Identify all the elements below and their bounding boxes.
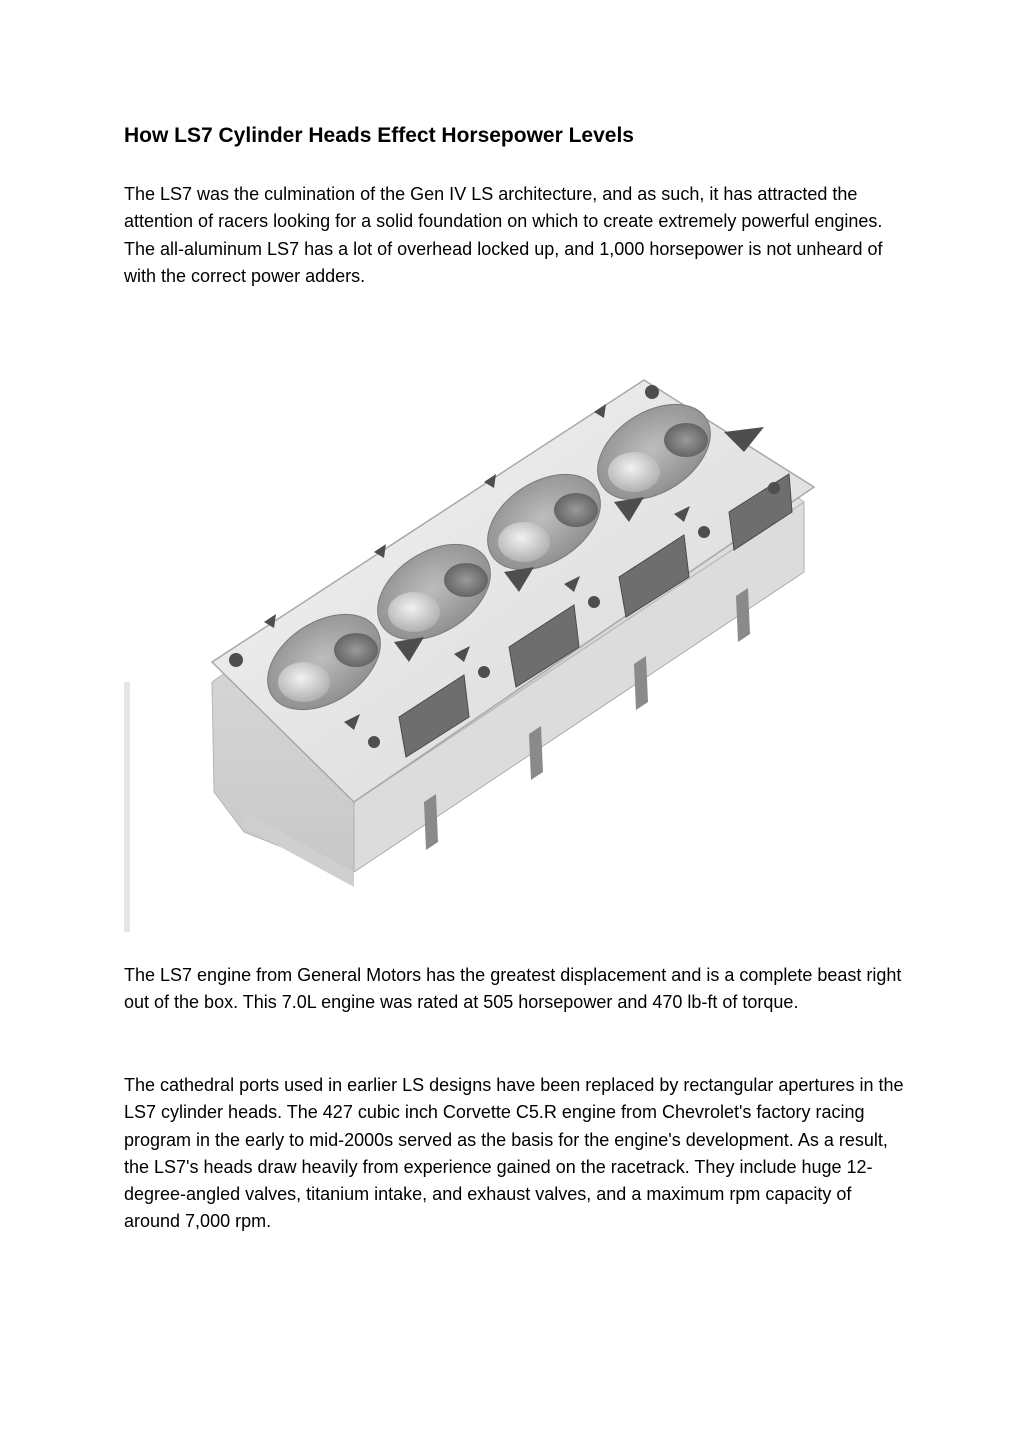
intro-paragraph: The LS7 was the culmination of the Gen IV LS architecture, and as such, it has attracted the attention of racers looking for a solid foundation on which to create extremely powerful engines. The all-aluminum LS7 has a lot of overhead locked up, and 1,000 horsepower is not unheard of with the correct power adders.	[124, 184, 883, 286]
article-title: How LS7 Cylinder Heads Effect Horsepower Levels	[124, 124, 634, 147]
cylinder-head-photo	[124, 372, 844, 932]
engine-specs-paragraph: The LS7 engine from General Motors has the greatest displacement and is a complete beast right out of the box. This 7.0L engine was rated at 505 horsepower and 470 lb-ft of torque.	[124, 965, 902, 1013]
port-design-paragraph: The cathedral ports used in earlier LS designs have been replaced by rectangular apertures in the LS7 cylinder heads. The 427 cubic inch Corvette C5.R engine from Chevrolet's factory racing program in the early to mid-2000s served as the basis for the engine's development. As a result, the LS7's heads draw heavily from experience gained on the racetrack. They include huge 12-degree-angled valves, titanium intake, and exhaust valves, and a maximum rpm capacity of around 7,000 rpm.	[124, 1075, 904, 1232]
